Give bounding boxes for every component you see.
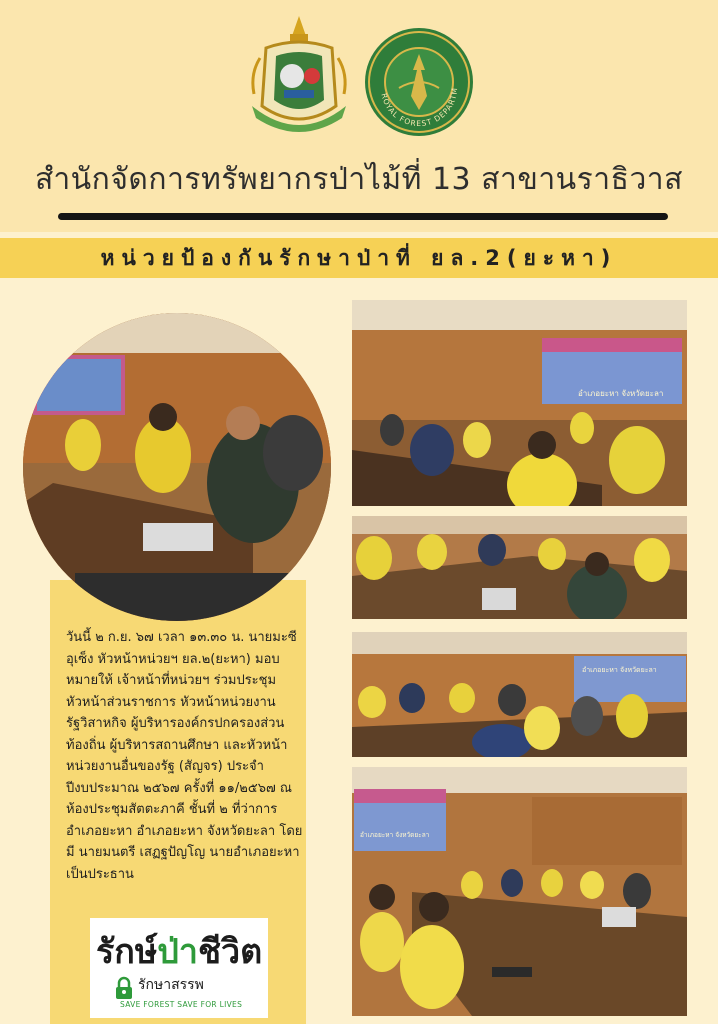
lock-icon: [114, 976, 134, 1000]
banner-caption-4: อำเภอยะหา จังหวัดยะลา: [360, 831, 430, 839]
article-body: วันนี้ ๒ ก.ย. ๖๗ เวลา ๑๓.๓๐ น. นายมะซี อุเซ็ง หัวหน้าหน่วยฯ ยล.๒(ยะหา) มอบหมายให้ เจ้าหน้าที่หน่วยฯ ร่วมประชุมหัวหน้าส่วนราชการ หัวหน้าหน่วยงานรัฐวิสาหกิจ ผู้บริหารองค์กรปกครองส่วนท้องถิ่น ผู้บริหารสถานศึกษา และหัวหน้าหน่วยงานอื่นของรัฐ (สัญจร) ประจำปีงบประมาณ ๒๕๖๗ ครั้งที่ ๑๑/๒๕๖๗ ณ ห้องประชุมสัตตะภาคี ชั้นที่ ๒ ที่ว่าการอำเภอยะหา อำเภอยะหา จังหวัดยะลา โดยมี นายมนตรี เสฏฐปัญโญ นายอำเภอยะหา เป็นประธาน: [66, 630, 303, 882]
provincial-seal-icon: [246, 14, 352, 138]
brand-word-1: รักษ์: [96, 932, 158, 972]
save-forest-logo: [90, 918, 268, 1018]
page-title: สำนักจัดการทรัพยากรป่าไม้ที่ 13 สาขานราธิวาส: [35, 162, 683, 197]
meeting-photo-1: [352, 300, 687, 506]
meeting-photo-4: [352, 767, 687, 1016]
meeting-photo-circle: [23, 313, 331, 621]
brand-tagline: SAVE FOREST SAVE FOR LIVES: [120, 1000, 243, 1009]
royal-forest-department-seal-icon: [363, 26, 475, 138]
brand-subtext: รักษาสรรพ: [138, 977, 204, 993]
brand-word-2: ป่า: [157, 932, 198, 972]
brand-word-3: ชีวิต: [197, 932, 263, 972]
page-subtitle: หน่วยป้องกันรักษาป่าที่ ยล.2(ยะหา): [100, 246, 618, 270]
meeting-photo-2: [352, 516, 687, 619]
seal-text: ROYAL FOREST DEPARTM: [379, 86, 460, 129]
banner-caption-1: อำเภอยะหา จังหวัดยะลา: [578, 389, 664, 398]
banner-caption-3: อำเภอยะหา จังหวัดยะลา: [582, 666, 657, 674]
brand-main-text: [96, 924, 262, 978]
title-divider: [58, 213, 668, 220]
meeting-photo-3: [352, 632, 687, 757]
